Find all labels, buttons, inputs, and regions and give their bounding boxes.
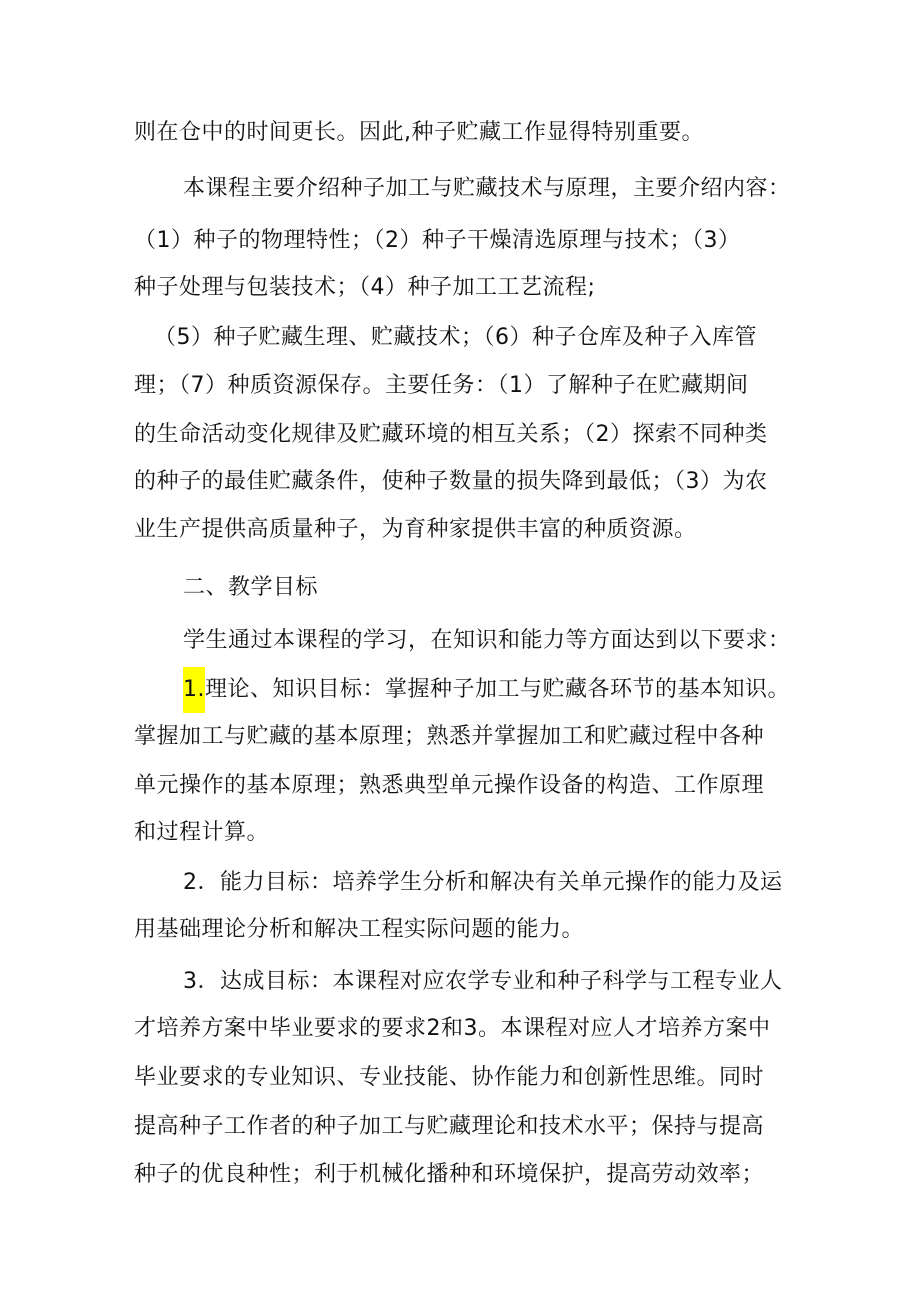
text-line-2: 本课程主要介绍种子加工与贮藏技术与原理，主要介绍内容： bbox=[183, 176, 791, 201]
text-line-19: 才培养方案中毕业要求的要求2和3。本课程对应人才培养方案中 bbox=[134, 1016, 771, 1041]
text-line-21: 提高种子工作者的种子加工与贮藏理论和技术水平；保持与提高 bbox=[134, 1114, 765, 1139]
text-line-16: 2．能力目标：培养学生分析和解决有关单元操作的能力及运 bbox=[183, 870, 783, 895]
text-line-3: （1）种子的物理特性；（2）种子干燥清选原理与技术；（3） bbox=[134, 228, 741, 253]
text-line-5: （5）种子贮藏生理、贮藏技术；（6）种子仓库及种子入库管 bbox=[154, 325, 757, 350]
text-line-7: 的生命活动变化规律及贮藏环境的相互关系；（2）探索不同种类 bbox=[134, 422, 768, 447]
text-line-20: 毕业要求的专业知识、专业技能、协作能力和创新性思维。同时 bbox=[134, 1065, 765, 1090]
text-line-12 bbox=[183, 671, 790, 709]
text-line-4: 种子处理与包装技术；（4）种子加工工艺流程; bbox=[134, 275, 596, 300]
text-line-9: 业生产提供高质量种子，为育种家提供丰富的种质资源。 bbox=[134, 517, 697, 542]
text-line-18: 3．达成目标：本课程对应农学专业和种子科学与工程专业人 bbox=[183, 969, 783, 994]
text-line-13: 掌握加工与贮藏的基本原理；熟悉并掌握加工和贮藏过程中各种 bbox=[134, 724, 765, 749]
section-heading: 二、教学目标 bbox=[183, 575, 319, 600]
text-line-8: 的种子的最佳贮藏条件，使种子数量的损失降到最低；（3）为农 bbox=[134, 469, 768, 494]
text-line-14: 单元操作的基本原理；熟悉典型单元操作设备的构造、工作原理 bbox=[134, 773, 765, 798]
text-line-15: 和过程计算。 bbox=[134, 820, 270, 845]
text-line-6: 理；（7）种质资源保存。主要任务：（1）了解种子在贮藏期间 bbox=[134, 373, 749, 398]
highlight-marker: 1. bbox=[183, 667, 205, 713]
text-line-22: 种子的优良种性；利于机械化播种和环境保护，提高劳动效率； bbox=[134, 1162, 765, 1187]
text-line-11: 学生通过本课程的学习，在知识和能力等方面达到以下要求： bbox=[183, 628, 791, 653]
objective-1-text: 理论、知识目标：掌握种子加工与贮藏各环节的基本知识。 bbox=[205, 677, 791, 702]
text-line-1: 则在仓中的时间更长。因此,种子贮藏工作显得特别重要。 bbox=[134, 120, 704, 145]
text-line-17: 用基础理论分析和解决工程实际问题的能力。 bbox=[134, 917, 585, 942]
